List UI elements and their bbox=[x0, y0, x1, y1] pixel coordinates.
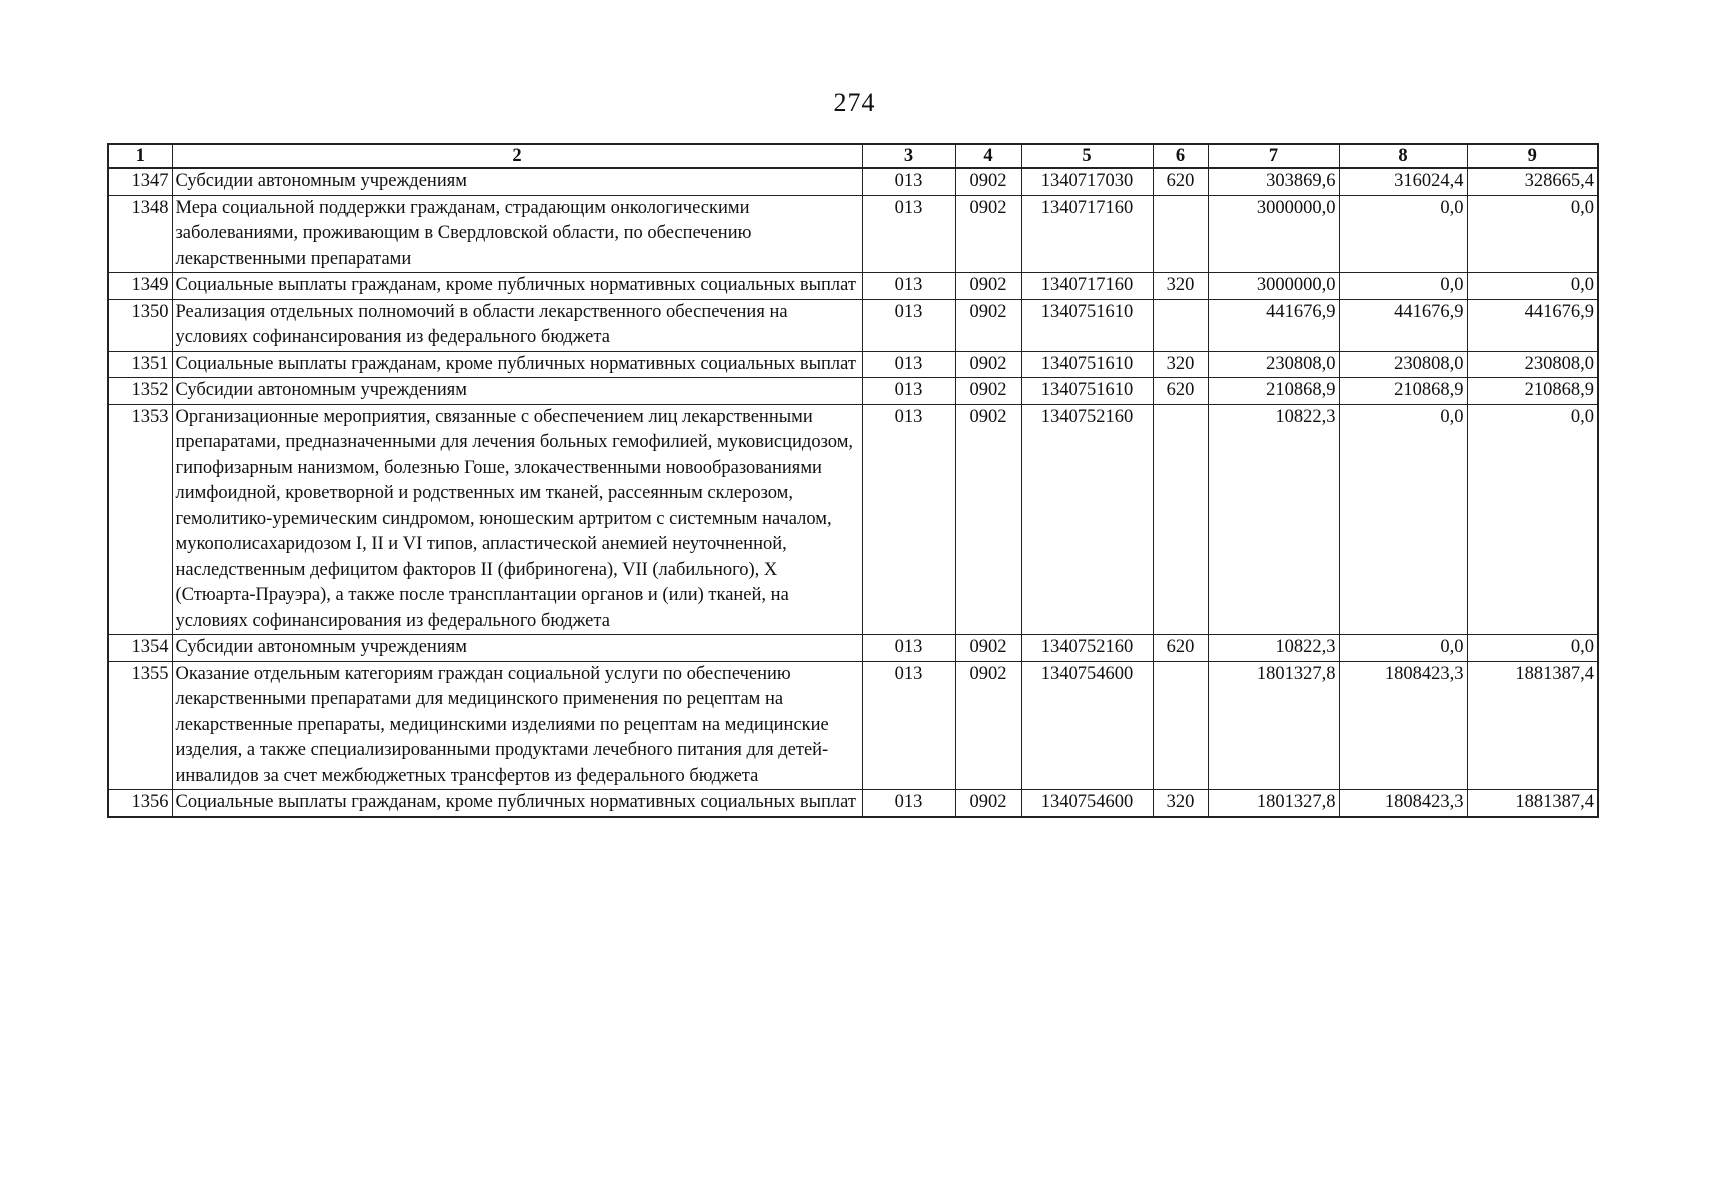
column-header: 3 bbox=[862, 144, 955, 168]
ministry-code-cell: 013 bbox=[862, 195, 955, 273]
ministry-code-cell: 013 bbox=[862, 404, 955, 635]
budget-table bbox=[107, 143, 1599, 818]
section-code-cell: 0902 bbox=[955, 299, 1021, 351]
target-code-cell: 1340752160 bbox=[1021, 404, 1153, 635]
table-row bbox=[108, 273, 1598, 300]
amount-col9-cell: 0,0 bbox=[1467, 635, 1598, 662]
section-code-cell: 0902 bbox=[955, 273, 1021, 300]
expense-type-cell: 320 bbox=[1153, 351, 1208, 378]
table-row bbox=[108, 378, 1598, 405]
expense-type-cell: 320 bbox=[1153, 273, 1208, 300]
amount-col8-cell: 0,0 bbox=[1339, 195, 1467, 273]
ministry-code-cell: 013 bbox=[862, 661, 955, 790]
target-code-cell: 1340751610 bbox=[1021, 378, 1153, 405]
amount-col9-cell: 1881387,4 bbox=[1467, 661, 1598, 790]
section-code-cell: 0902 bbox=[955, 195, 1021, 273]
amount-col8-cell: 0,0 bbox=[1339, 273, 1467, 300]
amount-col8-cell: 0,0 bbox=[1339, 635, 1467, 662]
target-code-cell: 1340754600 bbox=[1021, 790, 1153, 817]
row-number-cell: 1355 bbox=[108, 661, 172, 790]
item-name-cell: Оказание отдельным категориям граждан социальной услуги по обеспечению лекарственными препаратами для медицинского применения по рецептам на лекарственные препараты, медицинскими изделиями по рецептам на медицинские изделия, а также специализированными продуктами лечебного питания для детей-инвалидов за счет межбюджетных трансфертов из федерального бюджета bbox=[172, 661, 862, 790]
item-name-cell: Субсидии автономным учреждениям bbox=[172, 168, 862, 195]
amount-col8-cell: 210868,9 bbox=[1339, 378, 1467, 405]
amount-col7-cell: 210868,9 bbox=[1208, 378, 1339, 405]
ministry-code-cell: 013 bbox=[862, 378, 955, 405]
column-header: 8 bbox=[1339, 144, 1467, 168]
expense-type-cell bbox=[1153, 195, 1208, 273]
section-code-cell: 0902 bbox=[955, 661, 1021, 790]
target-code-cell: 1340754600 bbox=[1021, 661, 1153, 790]
ministry-code-cell: 013 bbox=[862, 635, 955, 662]
table-header-row bbox=[108, 144, 1598, 168]
table-row bbox=[108, 635, 1598, 662]
section-code-cell: 0902 bbox=[955, 404, 1021, 635]
amount-col9-cell: 0,0 bbox=[1467, 195, 1598, 273]
table-row bbox=[108, 790, 1598, 817]
amount-col8-cell: 441676,9 bbox=[1339, 299, 1467, 351]
amount-col8-cell: 1808423,3 bbox=[1339, 790, 1467, 817]
amount-col9-cell: 230808,0 bbox=[1467, 351, 1598, 378]
amount-col7-cell: 303869,6 bbox=[1208, 168, 1339, 195]
amount-col8-cell: 0,0 bbox=[1339, 404, 1467, 635]
amount-col9-cell: 0,0 bbox=[1467, 273, 1598, 300]
expense-type-cell bbox=[1153, 299, 1208, 351]
row-number-cell: 1348 bbox=[108, 195, 172, 273]
amount-col7-cell: 3000000,0 bbox=[1208, 273, 1339, 300]
table-row bbox=[108, 404, 1598, 635]
item-name-cell: Субсидии автономным учреждениям bbox=[172, 378, 862, 405]
item-name-cell: Реализация отдельных полномочий в области лекарственного обеспечения на условиях софинансирования из федерального бюджета bbox=[172, 299, 862, 351]
ministry-code-cell: 013 bbox=[862, 168, 955, 195]
amount-col8-cell: 230808,0 bbox=[1339, 351, 1467, 378]
expense-type-cell: 620 bbox=[1153, 635, 1208, 662]
row-number-cell: 1349 bbox=[108, 273, 172, 300]
ministry-code-cell: 013 bbox=[862, 351, 955, 378]
item-name-cell: Мера социальной поддержки гражданам, страдающим онкологическими заболеваниями, проживающим в Свердловской области, по обеспечению лекарственными препаратами bbox=[172, 195, 862, 273]
target-code-cell: 1340752160 bbox=[1021, 635, 1153, 662]
item-name-cell: Социальные выплаты гражданам, кроме публичных нормативных социальных выплат bbox=[172, 351, 862, 378]
column-header: 6 bbox=[1153, 144, 1208, 168]
amount-col9-cell: 0,0 bbox=[1467, 404, 1598, 635]
table-body bbox=[108, 168, 1598, 817]
expense-type-cell: 620 bbox=[1153, 168, 1208, 195]
expense-type-cell: 620 bbox=[1153, 378, 1208, 405]
section-code-cell: 0902 bbox=[955, 378, 1021, 405]
row-number-cell: 1354 bbox=[108, 635, 172, 662]
amount-col9-cell: 1881387,4 bbox=[1467, 790, 1598, 817]
target-code-cell: 1340751610 bbox=[1021, 299, 1153, 351]
target-code-cell: 1340717030 bbox=[1021, 168, 1153, 195]
ministry-code-cell: 013 bbox=[862, 790, 955, 817]
amount-col7-cell: 10822,3 bbox=[1208, 404, 1339, 635]
row-number-cell: 1356 bbox=[108, 790, 172, 817]
target-code-cell: 1340717160 bbox=[1021, 273, 1153, 300]
amount-col8-cell: 1808423,3 bbox=[1339, 661, 1467, 790]
amount-col7-cell: 441676,9 bbox=[1208, 299, 1339, 351]
amount-col7-cell: 1801327,8 bbox=[1208, 790, 1339, 817]
amount-col9-cell: 210868,9 bbox=[1467, 378, 1598, 405]
expense-type-cell: 320 bbox=[1153, 790, 1208, 817]
amount-col7-cell: 230808,0 bbox=[1208, 351, 1339, 378]
item-name-cell: Социальные выплаты гражданам, кроме публичных нормативных социальных выплат bbox=[172, 273, 862, 300]
amount-col9-cell: 441676,9 bbox=[1467, 299, 1598, 351]
section-code-cell: 0902 bbox=[955, 790, 1021, 817]
column-header: 4 bbox=[955, 144, 1021, 168]
column-header: 9 bbox=[1467, 144, 1598, 168]
amount-col7-cell: 10822,3 bbox=[1208, 635, 1339, 662]
item-name-cell: Организационные мероприятия, связанные с обеспечением лиц лекарственными препаратами, предназначенными для лечения больных гемофилией, муковисцидозом, гипофизарным нанизмом, болезнью Гоше, злокачественными новообразованиями лимфоидной, кроветворной и родственных им тканей, рассеянным склерозом, гемолитико-уремическим синдромом, юношеским артритом с системным началом, мукополисахаридозом I, II и VI типов, апластической анемией неуточненной, наследственным дефицитом факторов II (фибриногена), VII (лабильного), X (Стюарта-Прауэра), а также после трансплантации органов и (или) тканей, на условиях софинансирования из федерального бюджета bbox=[172, 404, 862, 635]
row-number-cell: 1352 bbox=[108, 378, 172, 405]
target-code-cell: 1340751610 bbox=[1021, 351, 1153, 378]
section-code-cell: 0902 bbox=[955, 168, 1021, 195]
table-row bbox=[108, 195, 1598, 273]
amount-col7-cell: 3000000,0 bbox=[1208, 195, 1339, 273]
table-row bbox=[108, 661, 1598, 790]
target-code-cell: 1340717160 bbox=[1021, 195, 1153, 273]
amount-col8-cell: 316024,4 bbox=[1339, 168, 1467, 195]
amount-col9-cell: 328665,4 bbox=[1467, 168, 1598, 195]
section-code-cell: 0902 bbox=[955, 635, 1021, 662]
expense-type-cell bbox=[1153, 661, 1208, 790]
page-number: 274 bbox=[833, 88, 876, 117]
item-name-cell: Субсидии автономным учреждениям bbox=[172, 635, 862, 662]
ministry-code-cell: 013 bbox=[862, 299, 955, 351]
table-row bbox=[108, 168, 1598, 195]
row-number-cell: 1351 bbox=[108, 351, 172, 378]
column-header: 5 bbox=[1021, 144, 1153, 168]
column-header: 2 bbox=[172, 144, 862, 168]
table-row bbox=[108, 351, 1598, 378]
item-name-cell: Социальные выплаты гражданам, кроме публичных нормативных социальных выплат bbox=[172, 790, 862, 817]
section-code-cell: 0902 bbox=[955, 351, 1021, 378]
row-number-cell: 1347 bbox=[108, 168, 172, 195]
column-header: 7 bbox=[1208, 144, 1339, 168]
column-header: 1 bbox=[108, 144, 172, 168]
expense-type-cell bbox=[1153, 404, 1208, 635]
row-number-cell: 1353 bbox=[108, 404, 172, 635]
amount-col7-cell: 1801327,8 bbox=[1208, 661, 1339, 790]
ministry-code-cell: 013 bbox=[862, 273, 955, 300]
row-number-cell: 1350 bbox=[108, 299, 172, 351]
table-row bbox=[108, 299, 1598, 351]
